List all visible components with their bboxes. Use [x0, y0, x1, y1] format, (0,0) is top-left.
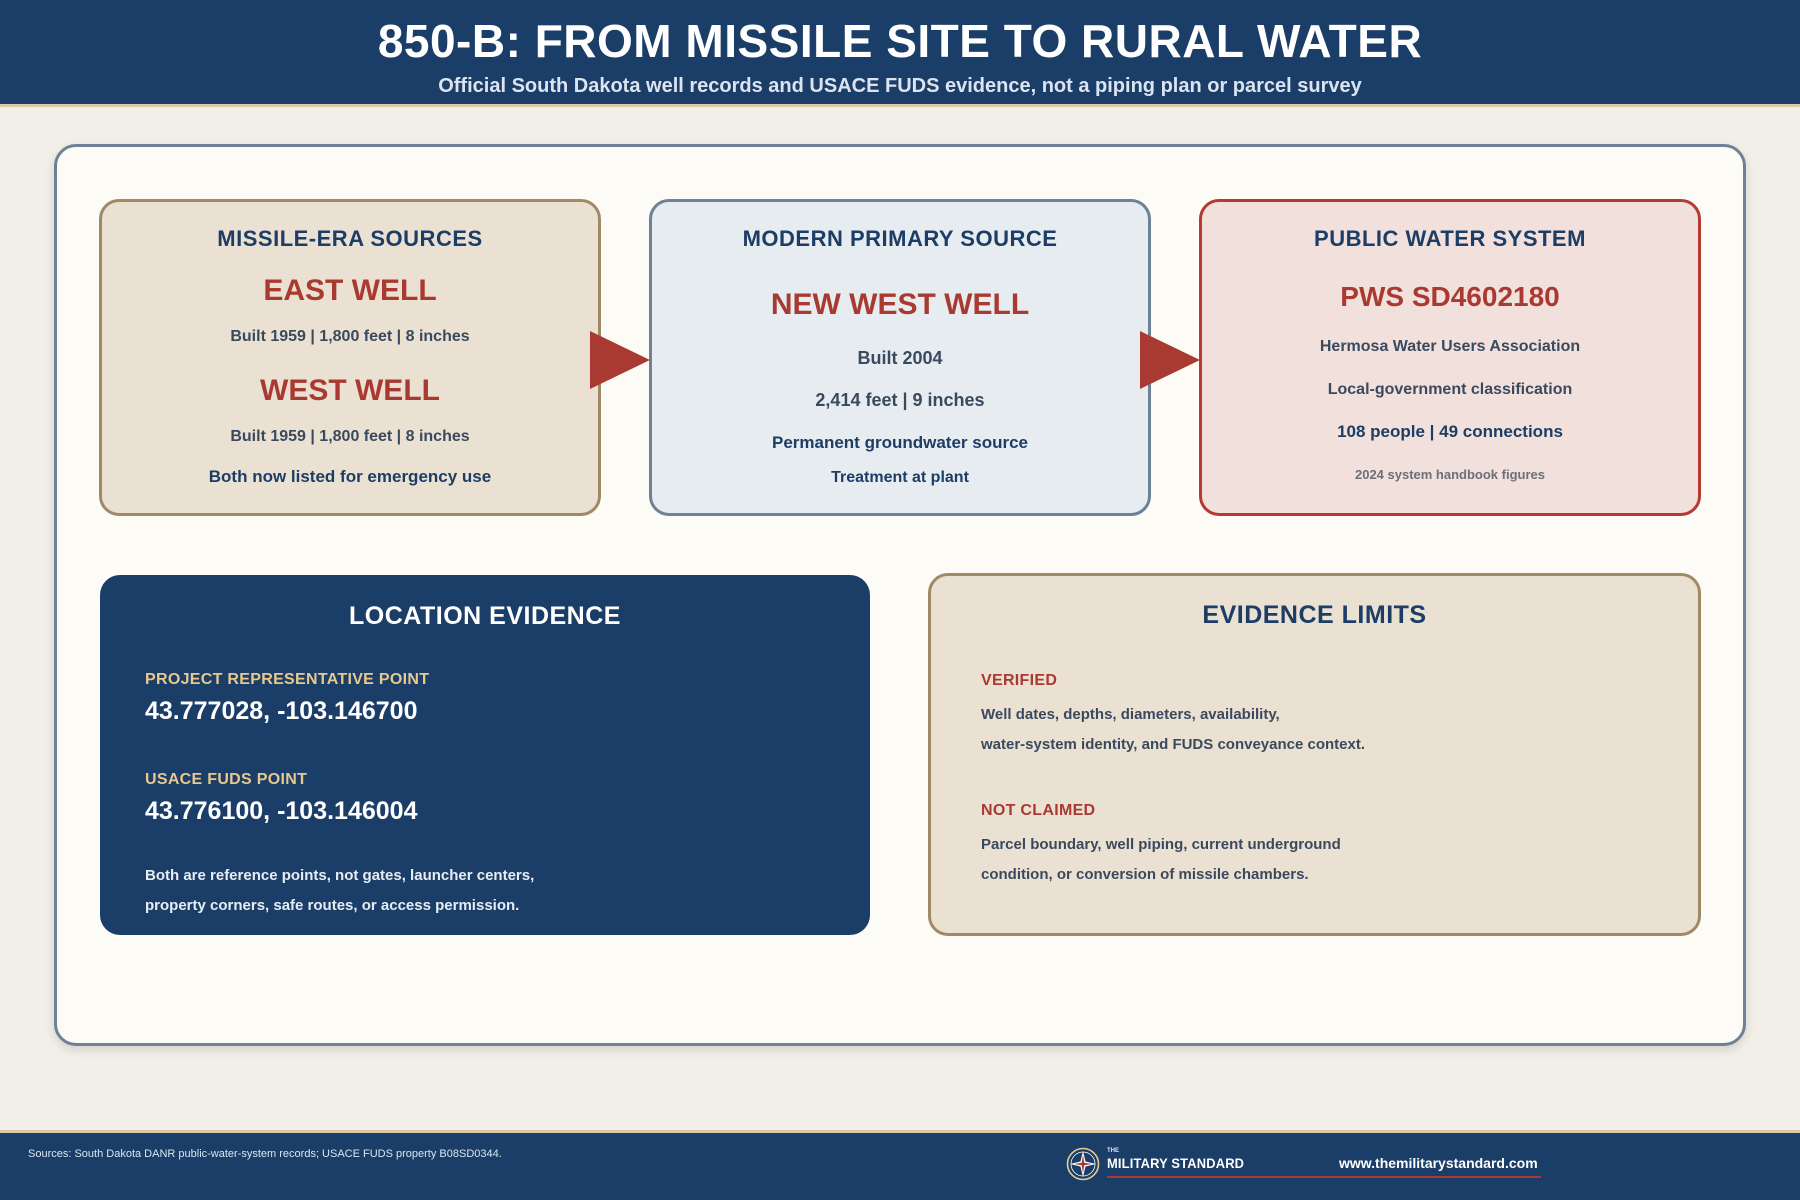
reference-note-line-2: property corners, safe routes, or access permission. — [145, 897, 520, 914]
triangle-right-arrow-icon — [1140, 331, 1200, 389]
triangle-right-arrow-icon — [590, 331, 650, 389]
east-well-details: Built 1959 | 1,800 feet | 8 inches — [230, 328, 470, 345]
representative-point-coord: 43.777028, -103.146700 — [145, 697, 418, 725]
website-link[interactable]: www.themilitarystandard.com — [1339, 1155, 1538, 1171]
brand-the: THE — [1107, 1148, 1119, 1154]
population-stats: 108 people | 49 connections — [1337, 422, 1563, 441]
new-west-well-built: Built 2004 — [857, 348, 943, 368]
location-evidence-panel — [100, 575, 870, 935]
brand-block — [1066, 1147, 1541, 1183]
emergency-use-note: Both now listed for emergency use — [208, 467, 492, 486]
treatment-note: Treatment at plant — [831, 469, 969, 486]
compass-star-logo-icon — [1066, 1147, 1100, 1181]
fuds-point-label: USACE FUDS POINT — [145, 771, 308, 788]
page-footer — [0, 1130, 1800, 1200]
new-west-well-details: 2,414 feet | 9 inches — [815, 390, 985, 410]
system-operator: Hermosa Water Users Association — [1319, 338, 1581, 355]
not-claimed-label: NOT CLAIMED — [981, 802, 1096, 819]
reference-note-line-1: Both are reference points, not gates, launcher centers, — [145, 867, 535, 884]
card-title: MODERN PRIMARY SOURCE — [742, 226, 1058, 251]
verified-line-1: Well dates, depths, diameters, availability, — [981, 706, 1280, 723]
sources-note: Sources: South Dakota DANR public-water-system records; USACE FUDS property B08SD0344. — [28, 1148, 502, 1160]
groundwater-role: Permanent groundwater source — [771, 433, 1028, 452]
missile-era-sources-card — [99, 199, 601, 516]
west-well-name: WEST WELL — [260, 374, 440, 407]
west-well-details: Built 1959 | 1,800 feet | 8 inches — [230, 428, 470, 445]
verified-label: VERIFIED — [981, 672, 1058, 689]
location-evidence-title: LOCATION EVIDENCE — [349, 602, 621, 630]
fuds-point-coord: 43.776100, -103.146004 — [145, 797, 418, 825]
brand-divider — [1107, 1176, 1541, 1178]
card-title: PUBLIC WATER SYSTEM — [1314, 226, 1586, 251]
representative-point-label: PROJECT REPRESENTATIVE POINT — [145, 671, 430, 688]
public-water-system-card — [1199, 199, 1701, 516]
verified-line-2: water-system identity, and FUDS conveyance context. — [981, 736, 1366, 753]
system-classification: Local-government classification — [1327, 381, 1573, 398]
evidence-limits-title: EVIDENCE LIMITS — [1202, 601, 1427, 629]
card-title: MISSILE-ERA SOURCES — [217, 226, 483, 251]
page-subtitle: Official South Dakota well records and USACE FUDS evidence, not a piping plan or parcel survey — [438, 75, 1362, 97]
evidence-limits-panel — [928, 573, 1701, 936]
not-claimed-line-2: condition, or conversion of missile chambers. — [981, 866, 1309, 883]
modern-primary-source-card — [649, 199, 1151, 516]
source-note: 2024 system handbook figures — [1354, 467, 1545, 482]
page-header — [0, 0, 1800, 107]
new-west-well-name: NEW WEST WELL — [770, 288, 1030, 321]
pws-id: PWS SD4602180 — [1340, 281, 1560, 312]
page-title: 850-B: FROM MISSILE SITE TO RURAL WATER — [377, 15, 1423, 67]
not-claimed-line-1: Parcel boundary, well piping, current underground — [981, 836, 1341, 853]
east-well-name: EAST WELL — [263, 274, 437, 307]
brand-name: MILITARY STANDARD — [1107, 1155, 1245, 1171]
